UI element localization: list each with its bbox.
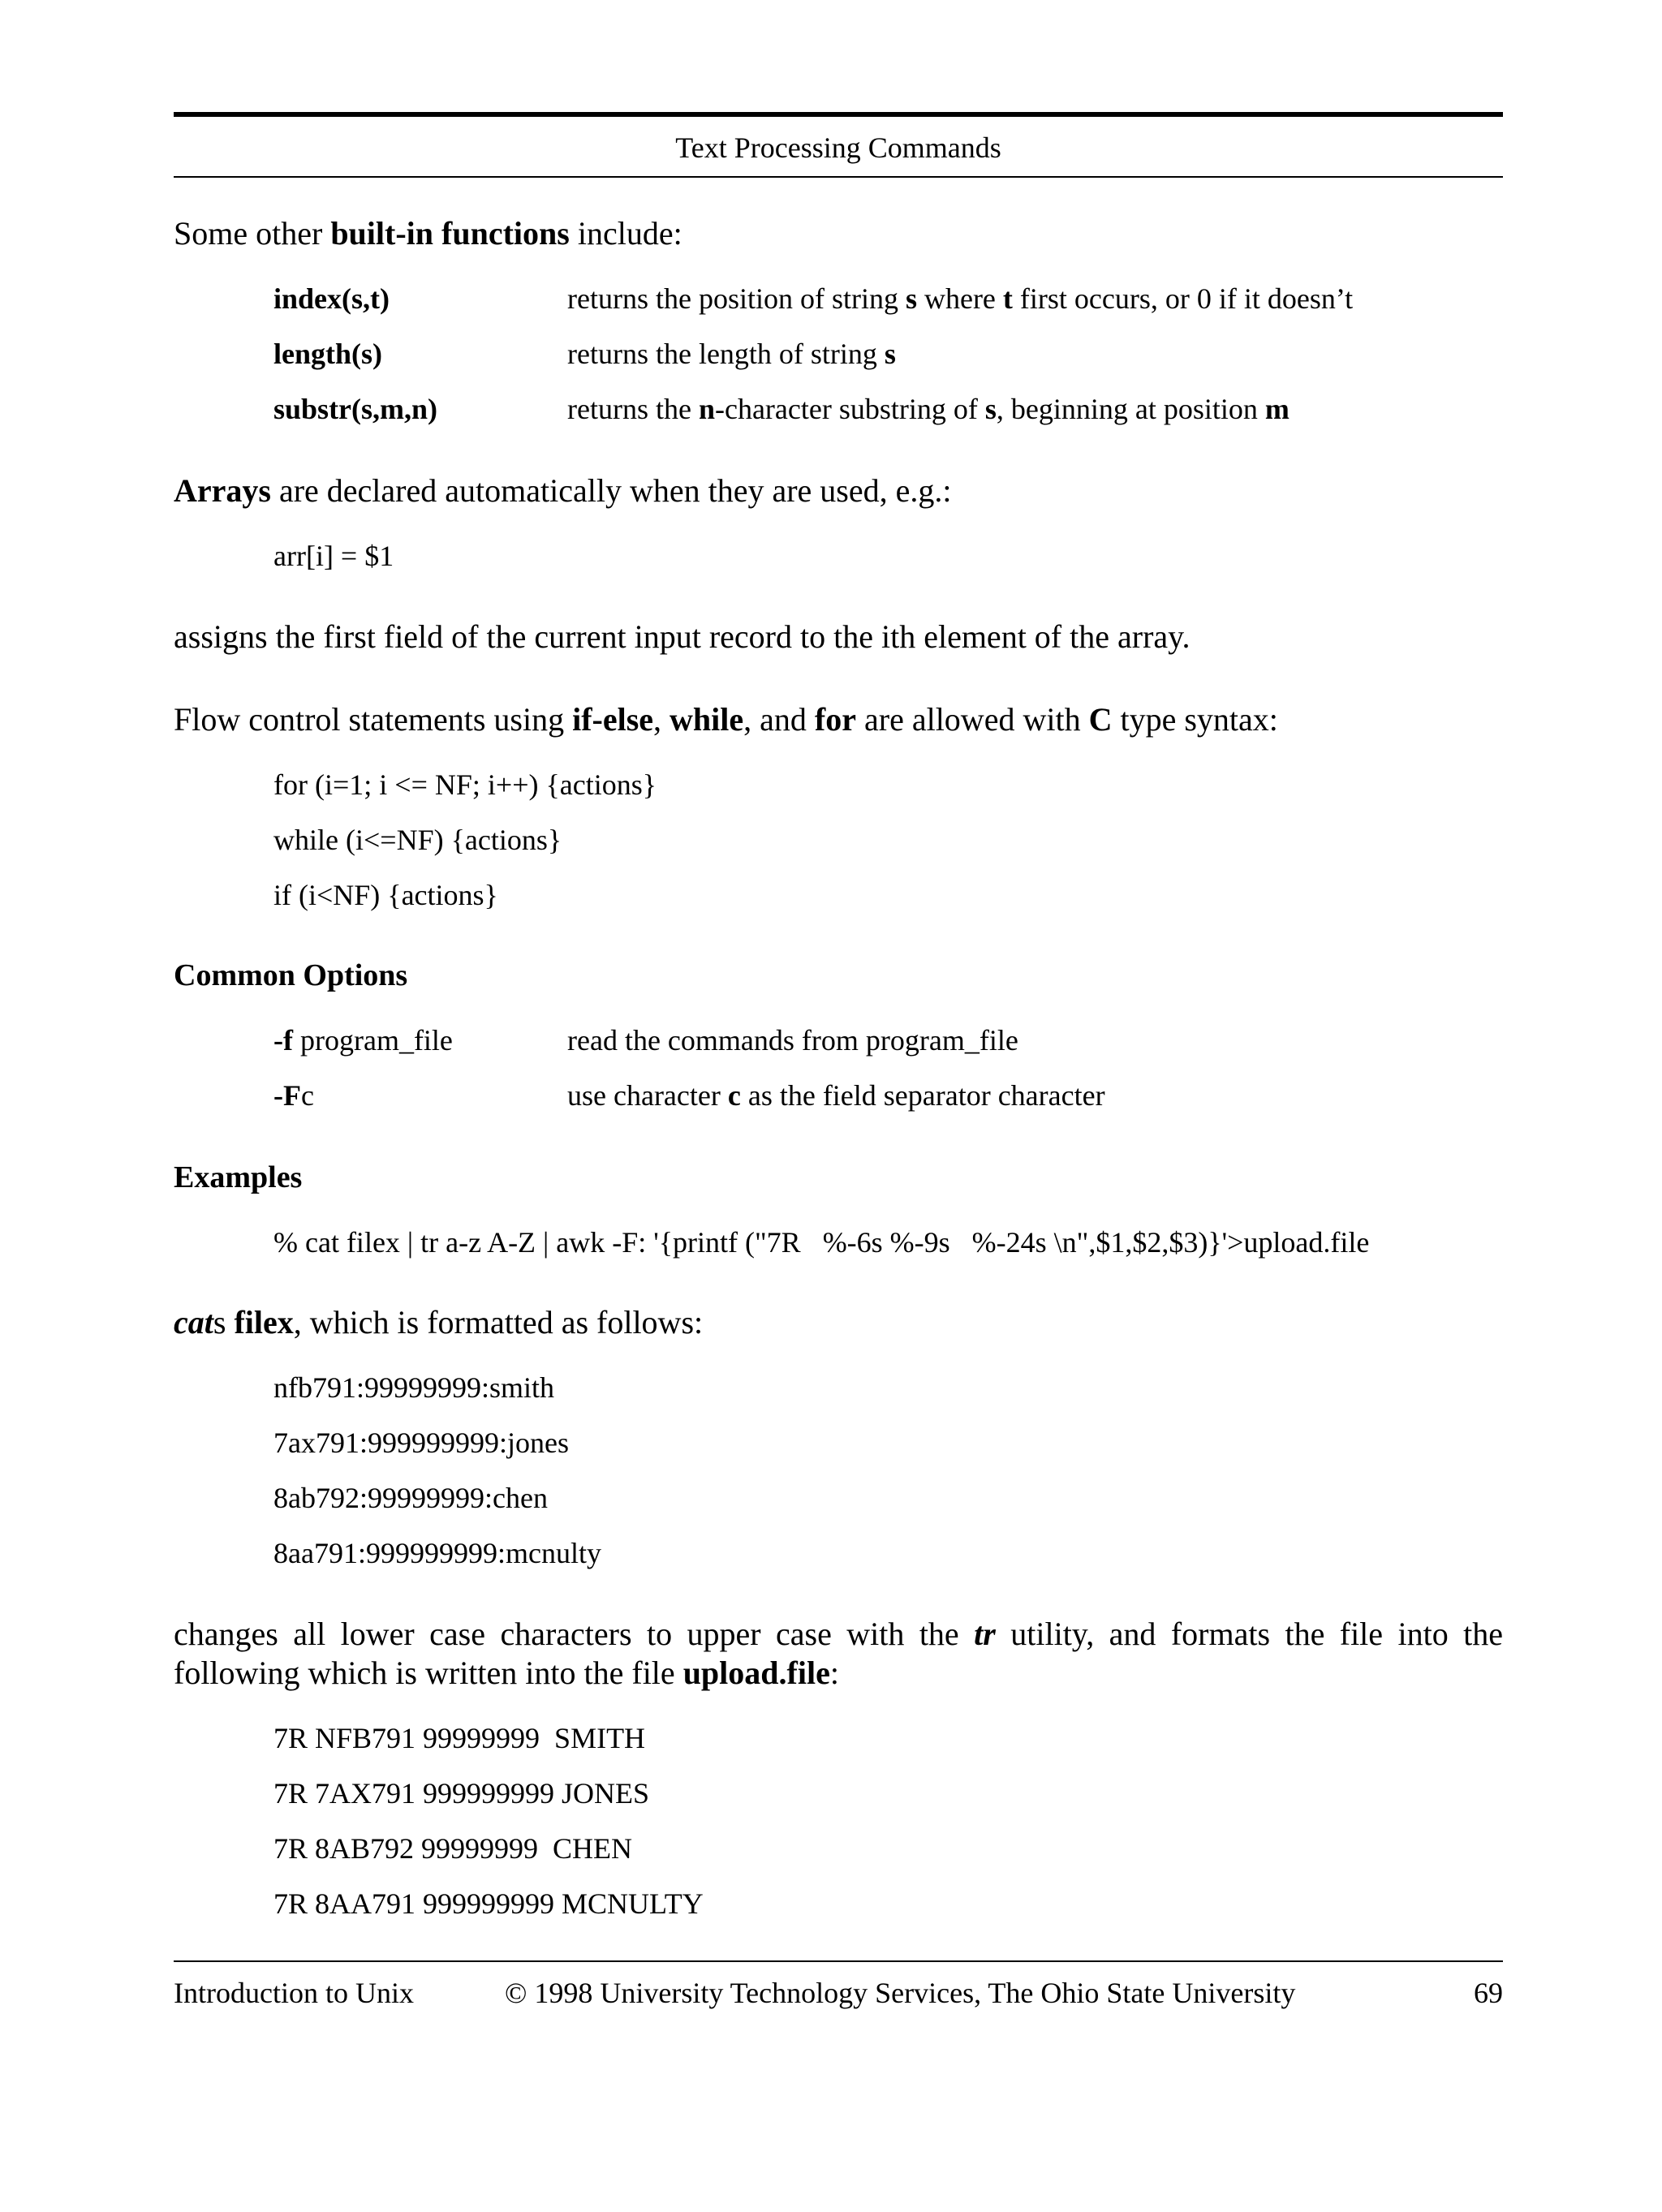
filex-line: 8aa791:999999999:mcnulty: [273, 1537, 601, 1569]
desc-text: use character: [567, 1079, 728, 1112]
upload-line: 7R 7AX791 999999999 JONES: [273, 1777, 650, 1810]
flow-bold: C: [1088, 701, 1113, 738]
desc-bold: m: [1264, 393, 1290, 425]
option-f-flag: [273, 1020, 453, 1061]
option-f-desc: [567, 1020, 1018, 1061]
desc-text: returns the: [567, 393, 699, 425]
desc-text: -character substring of: [714, 393, 985, 425]
flow-example-for: for (i=1; i <= NF; i++) {actions}: [273, 768, 657, 801]
arrays-example: arr[i] = $1: [273, 540, 394, 572]
footer-copyright: © 1998 University Technology Services, The Ohio State University: [505, 1977, 1296, 2009]
flow-example-if: if (i<NF) {actions}: [273, 879, 498, 911]
running-header-title: Text Processing Commands: [675, 131, 1001, 164]
builtin-name-length: [273, 334, 382, 374]
desc-bold: s: [905, 282, 917, 315]
flow-text: Flow control statements using: [174, 701, 573, 738]
builtin-name-text: index(s,t): [273, 282, 390, 315]
desc-text: returns the length of string: [567, 338, 885, 370]
examples-heading: Examples: [174, 1160, 303, 1194]
arrays-bold: Arrays: [174, 472, 271, 509]
changes-text: utility, and formats the file into the following which is written into the file: [174, 1616, 1504, 1691]
option-arg: c: [300, 1079, 314, 1112]
flow-bold: for: [814, 701, 856, 738]
flow-example-while: while (i<=NF) {actions}: [273, 824, 562, 856]
builtin-name-text: length(s): [273, 338, 382, 370]
builtins-intro: [174, 213, 682, 254]
builtin-desc-substr: [567, 389, 1290, 429]
upload-line: 7R 8AB792 99999999 CHEN: [273, 1832, 633, 1865]
option-arg: program_file: [292, 1024, 453, 1057]
desc-bold: t: [1002, 282, 1013, 315]
builtin-name-text: substr(s,m,n): [273, 393, 438, 425]
footer-left-text: Introduction to Unix: [174, 1977, 414, 2009]
filex-line: 8ab792:99999999:chen: [273, 1482, 548, 1514]
upload-line: 7R NFB791 99999999 SMITH: [273, 1722, 646, 1754]
filex-line: nfb791:99999999:smith: [273, 1371, 555, 1404]
filex-line: 7ax791:999999999:jones: [273, 1427, 569, 1459]
flow-text: ,: [653, 701, 670, 738]
example-command: % cat filex | tr a-z A-Z | awk -F: '{printf ("7R %-6s %-9s %-24s \n",$1,$2,$3)}'>upload.file: [273, 1226, 1370, 1259]
desc-bold: s: [884, 338, 896, 370]
flow-text: type syntax:: [1112, 701, 1278, 738]
flow-text: , and: [743, 701, 815, 738]
builtin-desc-index: [567, 278, 1353, 319]
changes-paragraph: [174, 1615, 1503, 1693]
flow-text: are allowed with: [856, 701, 1089, 738]
desc-text: first occurs, or 0 if it doesn’t: [1012, 282, 1354, 315]
desc-text: read the commands from program_file: [567, 1024, 1018, 1057]
footer-rule: [174, 1960, 1503, 1962]
filex-bold: filex: [234, 1304, 294, 1341]
upload-line: 7R 8AA791 999999999 MCNULTY: [273, 1887, 704, 1920]
cats-text: , which is formatted as follows:: [293, 1304, 704, 1341]
builtin-name-index: [273, 278, 390, 319]
option-flag: -f: [273, 1024, 293, 1057]
desc-text: , beginning at position: [996, 393, 1265, 425]
flow-bold: while: [670, 701, 744, 738]
cats-filex-paragraph: [174, 1302, 703, 1343]
arrays-text: are declared automatically when they are used, e.g.:: [270, 472, 952, 509]
desc-bold: s: [984, 393, 997, 425]
builtins-intro-post: include:: [569, 215, 682, 252]
option-F-flag: [273, 1075, 314, 1116]
desc-bold: n: [698, 393, 715, 425]
header-bottom-rule: [174, 176, 1503, 178]
arrays-paragraph: [174, 471, 951, 511]
desc-text: where: [916, 282, 1003, 315]
builtin-desc-length: [567, 334, 896, 374]
changes-text: :: [829, 1655, 839, 1691]
flow-paragraph: [174, 699, 1278, 740]
tr-command-emphasis: tr: [974, 1616, 996, 1652]
option-F-desc: [567, 1075, 1105, 1116]
cat-command-emphasis: cat: [174, 1304, 213, 1341]
desc-bold: c: [727, 1079, 741, 1112]
header-top-rule: [174, 112, 1503, 117]
arrays-explanation: assigns the first field of the current input record to the ith element of the array.: [174, 618, 1191, 655]
upload-file-bold: upload.file: [682, 1655, 830, 1691]
desc-text: returns the position of string: [567, 282, 906, 315]
cats-text: s: [213, 1304, 235, 1341]
builtins-intro-bold: built-in functions: [330, 215, 570, 252]
flow-bold: if-else: [572, 701, 654, 738]
option-flag: -F: [273, 1079, 301, 1112]
changes-text: changes all lower case characters to upper case with the: [174, 1616, 975, 1652]
builtins-intro-pre: Some other: [174, 215, 331, 252]
page-number: 69: [1474, 1977, 1503, 2009]
common-options-heading: Common Options: [174, 958, 408, 992]
builtin-name-substr: [273, 389, 437, 429]
desc-text: as the field separator character: [740, 1079, 1105, 1112]
